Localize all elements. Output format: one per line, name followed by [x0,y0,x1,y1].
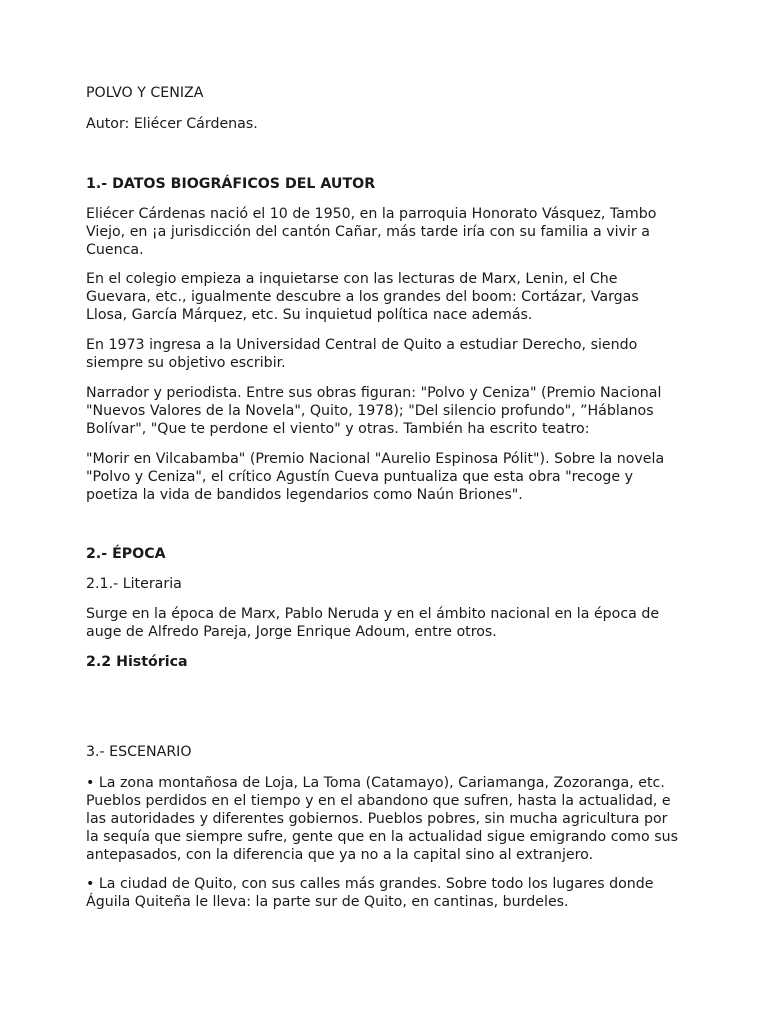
text-line: Llosa, García Márquez, etc. Su inquietud política nace además. [86,307,533,323]
subsection-historica: 2.2 Histórica [86,654,188,670]
text-line: • La ciudad de Quito, con sus calles más grandes. Sobre todo los lugares donde [86,876,654,892]
section-2-heading: 2.- ÉPOCA [86,546,166,562]
biography-paragraph-5 [86,450,664,504]
section-3-heading: 3.- ESCENARIO [86,744,192,760]
text-line: poetiza la vida de bandidos legendarios como Naún Briones". [86,487,523,503]
text-line: "Nuevos Valores de la Novela", Quito, 1978); "Del silencio profundo", ”Háblanos [86,403,654,419]
biography-paragraph-3 [86,336,637,372]
text-line: Narrador y periodista. Entre sus obras figuran: "Polvo y Ceniza" (Premio Nacional [86,385,662,401]
text-line: Viejo, en ¡a jurisdicción del cantón Cañar, más tarde iría con su familia a vivir a [86,224,650,240]
document-title: POLVO Y CENIZA [86,85,204,101]
text-line: Águila Quiteña le lleva: la parte sur de Quito, en cantinas, burdeles. [86,894,569,910]
text-line: las autoridades y diferentes gobiernos. Pueblos pobres, sin mucha agricultura por [86,811,668,827]
biography-paragraph-1 [86,205,656,259]
text-line: En 1973 ingresa a la Universidad Central de Quito a estudiar Derecho, siendo [86,337,638,353]
biography-paragraph-4 [86,384,661,438]
epoch-paragraph [86,605,659,641]
text-line: "Polvo y Ceniza", el crítico Agustín Cueva puntualiza que esta obra "recoge y [86,469,634,485]
text-line: Surge en la época de Marx, Pablo Neruda y en el ámbito nacional en la época de [86,606,660,622]
text-line: antepasados, con la diferencia que ya no a la capital sino al extranjero. [86,847,594,863]
text-line: auge de Alfredo Pareja, Jorge Enrique Adoum, entre otros. [86,624,497,640]
subsection-literaria: 2.1.- Literaria [86,576,182,592]
author-line: Autor: Eliécer Cárdenas. [86,116,258,132]
biography-paragraph-2 [86,270,639,324]
text-line: "Morir en Vilcabamba" (Premio Nacional "Aurelio Espinosa Pólit"). Sobre la novela [86,451,665,467]
text-line: Bolívar", "Que te perdone el viento" y otras. También ha escrito teatro: [86,421,590,437]
text-line: Cuenca. [86,242,144,258]
section-1-heading: 1.- DATOS BIOGRÁFICOS DEL AUTOR [86,176,376,192]
text-line: Eliécer Cárdenas nació el 10 de 1950, en la parroquia Honorato Vásquez, Tambo [86,206,657,222]
text-line: Guevara, etc., igualmente descubre a los grandes del boom: Cortázar, Vargas [86,289,639,305]
text-line: siempre su objetivo escribir. [86,355,286,371]
text-line: la sequía que siempre sufre, gente que en la actualidad sigue emigrando como sus [86,829,678,845]
text-line: En el colegio empieza a inquietarse con las lecturas de Marx, Lenin, el Che [86,271,618,287]
text-line: • La zona montañosa de Loja, La Toma (Catamayo), Cariamanga, Zozoranga, etc. [86,775,665,791]
text-line: Pueblos perdidos en el tiempo y en el abandono que sufren, hasta la actualidad, e [86,793,671,809]
scenario-bullet-2 [86,875,654,911]
scenario-bullet-1 [86,774,678,864]
